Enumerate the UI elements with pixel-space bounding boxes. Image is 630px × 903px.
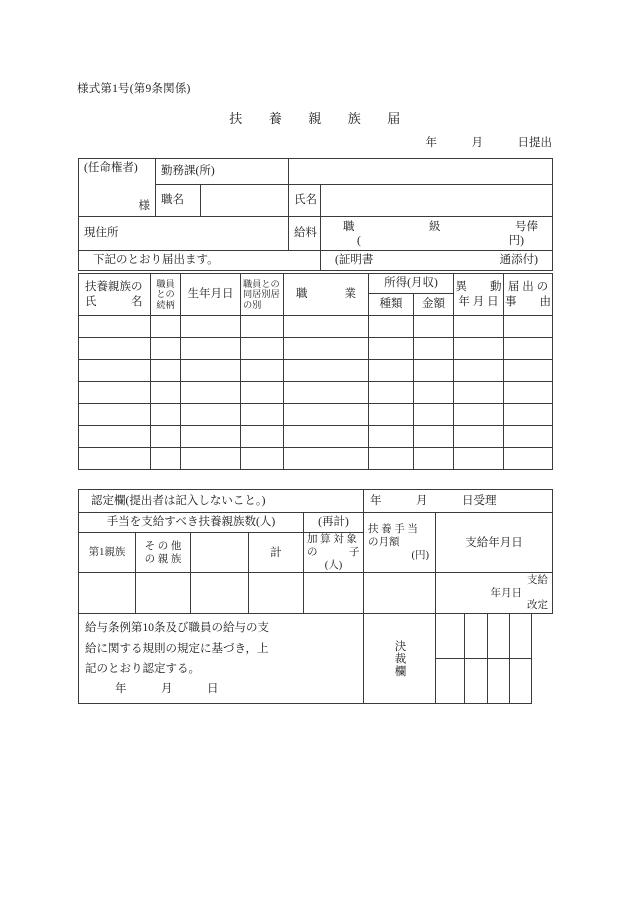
cell-change-date[interactable] [454,316,504,338]
approval-received-date: 年 月 日受理 [370,494,497,507]
col-header-name-line2: 氏 名 [85,295,143,308]
table-row[interactable] [79,316,553,338]
stamp-cell[interactable] [488,614,510,658]
col-header-change-date-line2: 年 月 日 [458,295,499,308]
cell-name-value [79,457,150,461]
certificate-note-cell [321,250,553,270]
stamp-label: 決裁欄 [393,639,406,678]
cell-income-kind-value [369,325,413,329]
cell-occupation-value [284,457,368,461]
job-title-label-cell [156,185,201,217]
eligible-child-header-line3: (人) [324,560,343,572]
stamp-label-cell [364,614,436,704]
cell-relation-value [151,391,180,395]
salary-amount-line [321,234,552,247]
blank-value-cell[interactable] [191,573,249,614]
page-title [78,108,552,127]
col-header-reason-line1: 届 出 の [507,281,549,294]
declaration-cell [79,250,321,270]
cell-birthdate[interactable] [181,404,241,426]
total-header-cell [249,533,304,573]
col-header-change-date [454,274,504,316]
cell-relation[interactable] [151,404,181,426]
certify-text-line2: 給に関する規則の規定に基づき，上 [85,642,269,655]
allowance-header-line1: 扶 養 手 当 [368,524,418,535]
cell-income-amount[interactable] [414,338,454,360]
cell-income-amount[interactable] [414,404,454,426]
cell-name[interactable] [79,404,151,426]
job-title-label: 職名 [161,194,184,207]
other-relatives-header-line2: の 親 族 [144,553,182,565]
payment-date-header-cell [436,513,553,573]
title-char-5: 届 [387,111,401,126]
first-relative-header: 第1親族 [88,547,126,559]
name-value-cell[interactable] [321,185,553,217]
col-header-relation [151,274,181,316]
cell-relation-value [151,369,180,373]
col-header-change-date-line1: 異 動 [455,281,502,294]
col-header-relation-label: 職員との続柄 [156,279,175,310]
cell-name[interactable] [79,360,151,382]
col-header-income [369,274,454,294]
cell-relation-value [151,413,180,417]
table-row[interactable] [79,360,553,382]
header-block-table [78,158,553,271]
approval-table [78,489,553,704]
declaration-text: 下記のとおり届出ます。 [93,254,219,267]
cell-income-kind[interactable] [369,382,414,404]
cell-reason[interactable] [504,360,553,382]
cell-income-kind-value [369,435,413,439]
cell-change-date[interactable] [454,360,504,382]
cell-income-kind-value [369,369,413,373]
cell-income-kind[interactable] [369,404,414,426]
col-header-cohabit [241,274,284,316]
cell-occupation[interactable] [284,426,369,448]
certify-date-line: 年 月 日 [115,682,219,695]
cell-birthdate-value [181,369,240,373]
cell-birthdate-value [181,413,240,417]
cell-reason-value [504,347,552,351]
cell-cohabit[interactable] [241,404,284,426]
approval-received-date-cell [364,490,553,513]
col-header-income-amount [414,294,454,316]
certify-text-line1: 給与条例第10条及び職員の給与の支 [85,622,269,635]
certificate-note-right: 通添付) [499,253,539,266]
cell-reason-value [504,435,552,439]
payment-date-header: 支給年月日 [465,536,523,549]
salary-grade-line [321,220,552,234]
recount-header-cell [304,513,364,533]
certificate-note-left: (証明書 [335,253,374,266]
cell-name[interactable] [79,316,151,338]
cell-income-amount-value [414,457,453,461]
cell-cohabit[interactable] [241,338,284,360]
col-header-occupation-b: 業 [344,288,356,301]
approval-notice-cell [79,490,364,513]
cell-income-kind-value [369,347,413,351]
approval-notice-row [79,490,553,513]
blank-header-cell [191,533,249,573]
dependents-count-header-cell [79,513,304,533]
eligible-child-value-cell[interactable] [304,573,364,614]
cell-name[interactable] [79,338,151,360]
form-number: 様式第1号(第9条関係) [77,83,191,95]
cell-income-kind[interactable] [369,316,414,338]
cell-income-amount-value [414,391,453,395]
col-header-occupation-label [284,287,368,301]
cell-income-amount-value [414,347,453,351]
workplace-value [289,170,552,174]
cell-income-amount-value [414,369,453,373]
cell-cohabit[interactable] [241,426,284,448]
certificate-note [321,253,552,268]
col-header-income-kind-label: 種類 [379,298,403,311]
cell-relation[interactable] [151,382,181,404]
cell-reason-value [504,391,552,395]
eligible-child-header-line1: 加 算 対 象 [307,534,357,545]
cell-birthdate-value [181,325,240,329]
cell-occupation-value [284,369,368,373]
cell-birthdate[interactable] [181,316,241,338]
dependents-count-header: 手当を支給すべき扶養親族数(人) [106,516,276,529]
stamp-cell[interactable] [510,614,532,658]
first-relative-header-cell [79,533,136,573]
cell-birthdate[interactable] [181,426,241,448]
appointer-label: (任命権者) [84,162,138,174]
revision-inner [436,574,552,612]
cell-income-amount[interactable] [414,360,454,382]
cell-name-value [79,413,150,417]
cell-occupation[interactable] [284,382,369,404]
stamp-cell[interactable] [510,658,532,703]
cell-name-value [79,347,150,351]
job-title-value-cell[interactable] [201,185,289,217]
table-row[interactable] [79,338,553,360]
col-header-birthdate-label: 生年月日 [187,288,234,301]
job-title-value [201,199,288,203]
cell-birthdate-value [181,457,240,461]
cell-occupation-value [284,435,368,439]
table-row[interactable] [79,404,553,426]
certify-text-cell [79,614,364,704]
cell-name-value [79,325,150,329]
title-char-2: 養 [268,111,283,126]
cell-reason[interactable] [504,426,553,448]
cell-income-kind[interactable] [369,338,414,360]
header-row-address [79,216,553,250]
revision-top: 支給 [527,575,549,587]
cell-reason[interactable] [504,338,553,360]
col-header-income-kind [369,294,414,316]
cell-reason[interactable] [504,382,553,404]
cell-occupation[interactable] [284,338,369,360]
cell-income-kind-value [369,457,413,461]
certify-text [79,614,363,703]
certify-row [79,614,553,658]
cell-change-date-value [454,325,503,329]
cell-birthdate[interactable] [181,382,241,404]
cell-change-date-value [454,457,503,461]
cell-reason[interactable] [504,404,553,426]
total-header: 計 [270,546,282,559]
address-cell[interactable] [79,216,289,250]
cell-change-date-value [454,369,503,373]
other-relatives-value-cell[interactable] [136,573,191,614]
allowance-value-cell[interactable] [364,573,436,614]
cell-income-amount[interactable] [414,382,454,404]
eligible-child-header-line2: の 子 [307,547,360,559]
approval-notice-label: 認定欄(提出者は記入しないこと。) [91,494,266,507]
cell-change-date[interactable] [454,448,504,470]
table-row[interactable] [79,448,553,470]
salary-amount-yen: 円) [508,234,525,247]
cell-income-amount[interactable] [414,316,454,338]
cell-income-amount[interactable] [414,426,454,448]
dependents-table [78,273,553,470]
approval-header-row-1 [79,513,553,533]
cell-occupation[interactable] [284,404,369,426]
cell-reason-value [504,369,552,373]
header-row-declaration [79,250,553,270]
recount-header: (再計) [318,516,349,529]
workplace-label-cell [156,159,289,185]
approval-values-row[interactable] [79,573,553,614]
salary-grade-gohou: 号俸 [515,220,539,233]
cell-change-date-value [454,413,503,417]
stamp-cell[interactable] [436,614,465,658]
appointer-cell [79,159,156,217]
title-char-1: 扶 [229,111,243,126]
allowance-header-cell [364,513,436,573]
cell-cohabit-value [241,347,283,351]
stamp-cell[interactable] [436,658,465,703]
salary-value-cell[interactable] [321,216,553,250]
salary-label-cell [289,216,321,250]
other-relatives-header-line1: そ の 他 [144,540,182,552]
header-row-workplace [79,159,553,185]
cell-relation[interactable] [151,360,181,382]
col-header-occupation-a: 職 [296,288,308,301]
cell-occupation-value [284,347,368,351]
cell-change-date[interactable] [454,404,504,426]
col-header-birthdate [181,274,241,316]
sama-label: 様 [138,200,150,213]
cell-cohabit-value [241,413,283,417]
cell-income-kind[interactable] [369,426,414,448]
cell-name[interactable] [79,448,151,470]
cell-cohabit-value [241,457,283,461]
cell-reason-value [504,413,552,417]
salary-grade-shoku: 職 [343,220,355,233]
revision-bottom: 改定 [527,600,549,612]
cell-name[interactable] [79,426,151,448]
col-header-reason-line2: 事 由 [505,295,552,308]
cell-income-kind-value [369,391,413,395]
cell-income-amount-value [414,325,453,329]
cell-birthdate-value [181,347,240,351]
cell-cohabit[interactable] [241,316,284,338]
col-header-name [79,274,151,316]
cell-cohabit[interactable] [241,360,284,382]
allowance-header-line2: の月額 [368,537,400,549]
col-header-occupation [284,274,369,316]
cell-change-date[interactable] [454,382,504,404]
cell-name-value [79,391,150,395]
salary-label: 給料 [294,227,318,240]
salary-amount-open: ( [357,234,361,247]
cell-reason-value [504,457,552,461]
cell-cohabit[interactable] [241,448,284,470]
cell-income-amount-value [414,413,453,417]
cell-relation[interactable] [151,338,181,360]
workplace-value-cell[interactable] [289,159,553,185]
cell-birthdate[interactable] [181,338,241,360]
cell-change-date-value [454,347,503,351]
col-header-name-line1: 扶養親族の [85,281,143,294]
stamp-cell[interactable] [465,658,488,703]
col-header-income-label: 所得(月収) [384,277,438,290]
address-label: 現住所 [84,227,119,240]
col-header-income-amount-label: 金額 [422,298,445,311]
cell-cohabit-value [241,369,283,373]
col-header-reason [504,274,553,316]
cell-change-date-value [454,435,503,439]
name-value [321,199,552,203]
cell-occupation[interactable] [284,448,369,470]
cell-relation[interactable] [151,426,181,448]
cell-reason-value [504,325,552,329]
cell-change-date[interactable] [454,338,504,360]
cell-relation-value [151,325,180,329]
cell-relation[interactable] [151,316,181,338]
cell-birthdate[interactable] [181,360,241,382]
cell-relation-value [151,435,180,439]
cell-relation[interactable] [151,448,181,470]
title-char-4: 族 [347,111,362,126]
cell-cohabit[interactable] [241,382,284,404]
cell-name-value [79,435,150,439]
stamp-cell[interactable] [488,658,510,703]
cell-birthdate-value [181,391,240,395]
cell-relation-value [151,457,180,461]
revision-cell[interactable] [436,573,553,614]
cell-occupation[interactable] [284,360,369,382]
eligible-child-header-cell [304,533,364,573]
name-label: 氏名 [294,194,318,207]
salary-grade-kyu: 級 [429,220,441,233]
name-label-cell [289,185,321,217]
cell-cohabit-value [241,325,283,329]
cell-income-kind[interactable] [369,448,414,470]
cell-income-kind[interactable] [369,360,414,382]
cell-occupation[interactable] [284,316,369,338]
cell-occupation-value [284,391,368,395]
cell-cohabit-value [241,391,283,395]
certify-text-line3: 記のとおり認定する。 [85,662,200,675]
cell-income-kind-value [369,413,413,417]
cell-change-date[interactable] [454,426,504,448]
title-char-3: 親 [308,111,322,126]
first-relative-value-cell[interactable] [79,573,136,614]
stamp-label-wrap [364,640,435,678]
other-relatives-header-cell [136,533,191,573]
table-row[interactable] [79,426,553,448]
cell-relation-value [151,347,180,351]
cell-occupation-value [284,325,368,329]
cell-reason[interactable] [504,448,553,470]
cell-name[interactable] [79,382,151,404]
col-header-cohabit-label: 職員との同居別居の別 [243,279,280,310]
revision-middle: 年月日 [490,588,523,600]
cell-change-date-value [454,391,503,395]
stamp-cell[interactable] [465,614,488,658]
cell-income-amount[interactable] [414,448,454,470]
allowance-header-line3: (円) [411,550,429,562]
cell-income-amount-value [414,435,453,439]
dependents-header-row-1 [79,274,553,294]
cell-cohabit-value [241,435,283,439]
table-row[interactable] [79,382,553,404]
submit-date-line: 年 月 日提出 [425,137,552,149]
total-value-cell[interactable] [249,573,304,614]
cell-name-value [79,369,150,373]
cell-occupation-value [284,413,368,417]
cell-birthdate-value [181,435,240,439]
cell-birthdate[interactable] [181,448,241,470]
workplace-label: 勤務課(所) [161,165,215,178]
cell-reason[interactable] [504,316,553,338]
